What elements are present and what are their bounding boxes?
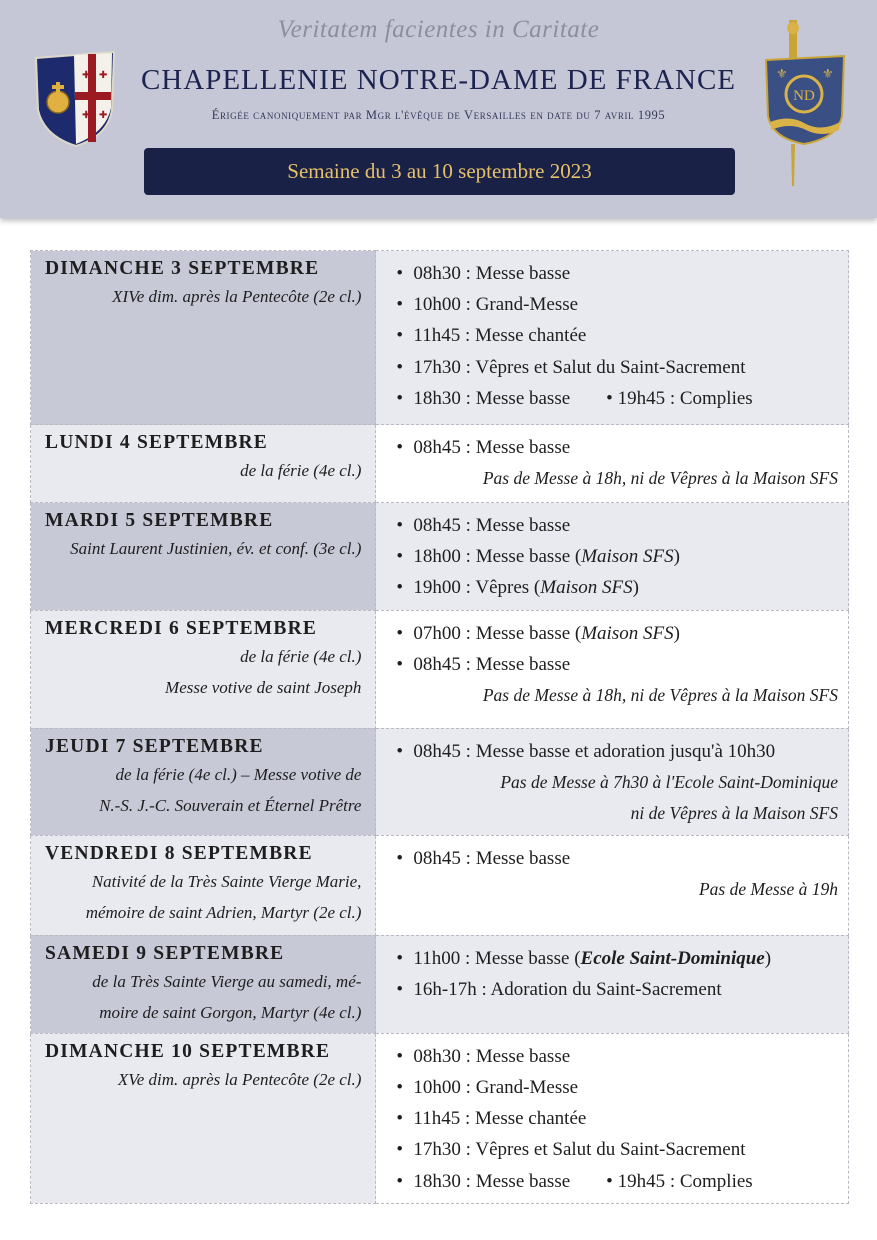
event-time: 17h30 [413, 1139, 461, 1161]
schedule-note: Pas de Messe à 19h [698, 878, 838, 899]
event-time: 08h45 [413, 740, 461, 762]
events-cell [376, 610, 849, 728]
event-label: Grand-Messe [475, 294, 579, 316]
day-name: DIMANCHE 3 SEPTEMBRE [45, 258, 320, 279]
event-list [376, 251, 848, 420]
day-row [31, 610, 849, 728]
event-label: Vêpres et Salut du Saint-Sacrement [475, 1139, 746, 1161]
bullet-icon: • [396, 1076, 404, 1098]
event-time: 08h45 [413, 515, 461, 536]
bullet-icon: • [396, 356, 404, 378]
liturgical-info: de la férie (4e cl.) [240, 646, 362, 666]
event-time: 08h45 [413, 437, 461, 458]
event-label: Messe basse [475, 437, 571, 458]
event-item [396, 510, 838, 541]
bullet-icon: • [606, 1170, 618, 1192]
event-label: Messe chantée [475, 325, 587, 347]
day-row [31, 503, 849, 611]
event-label: Vêpres ( [475, 577, 541, 599]
separator: : [665, 1170, 680, 1192]
separator: : [476, 978, 491, 1000]
day-row [31, 1033, 849, 1203]
event-item [396, 1072, 838, 1103]
event-label: Complies [679, 1170, 753, 1192]
bullet-icon: • [396, 263, 404, 284]
event-label: Messe basse et adoration jusqu'à 10h30 [475, 740, 776, 762]
day-row [31, 425, 849, 503]
svg-text:✚: ✚ [82, 110, 91, 121]
events-cell [376, 503, 849, 611]
bullet-icon: • [396, 1139, 404, 1161]
bullet-icon: • [396, 653, 404, 675]
day-name: DIMANCHE 10 SEPTEMBRE [45, 1040, 331, 1062]
event-time: 18h00 [413, 546, 461, 568]
subtitle: Érigée canoniquement par Mgr l'évêque de Versailles en date du 7 avril 1995 [211, 108, 666, 122]
liturgical-info: XVe dim. après la Pentecôte (2e cl.) [117, 1069, 362, 1089]
svg-text:✚: ✚ [82, 70, 91, 81]
event-time: 08h30 [413, 1045, 461, 1067]
event-item [396, 258, 838, 289]
page-title: CHAPELLENIE NOTRE-DAME DE FRANCE [140, 64, 737, 96]
bullet-icon: • [396, 847, 404, 869]
event-item [396, 618, 838, 649]
separator: : [460, 577, 476, 599]
event-item [396, 1041, 838, 1072]
event-time: 17h30 [413, 356, 461, 378]
separator: : [460, 653, 476, 675]
schedule-note: Pas de Messe à 18h, ni de Vêpres à la Maison SFS [482, 468, 838, 489]
events-cell [376, 935, 849, 1033]
svg-text:✚: ✚ [99, 70, 108, 81]
week-label: Semaine du 3 au 10 septembre 2023 [287, 159, 592, 183]
event-list [376, 729, 848, 835]
separator: : [460, 263, 476, 284]
event-list [376, 503, 848, 610]
separator: : [460, 740, 476, 762]
events-cell [376, 251, 849, 425]
liturgical-info: N.-S. J.-C. Souverain et Éternel Prêtre [99, 795, 362, 815]
bullet-icon: • [396, 387, 404, 409]
separator: : [460, 515, 476, 536]
svg-text:✚: ✚ [99, 110, 108, 121]
bullet-icon: • [396, 622, 404, 644]
liturgical-info: de la férie (4e cl.) [240, 461, 362, 480]
event-label: Messe basse [475, 387, 571, 409]
separator: : [460, 1108, 475, 1130]
svg-text:⚜: ⚜ [822, 67, 834, 82]
day-cell [31, 935, 376, 1033]
separator: : [460, 1170, 476, 1192]
day-cell [31, 1033, 376, 1203]
liturgical-info: Saint Laurent Justinien, év. et conf. (3e cl.) [70, 539, 362, 558]
event-time: 19h45 [617, 387, 666, 409]
day-cell [31, 728, 376, 835]
event-label: Adoration du Saint-Sacrement [490, 978, 722, 1000]
day-name: MERCREDI 6 SEPTEMBRE [45, 617, 318, 639]
event-paren: ) [764, 947, 772, 969]
header [0, 0, 877, 218]
bullet-icon: • [606, 387, 618, 409]
event-time: 11h00 [413, 947, 461, 969]
event-list [376, 836, 848, 911]
motto: Veritatem facientes in Caritate [277, 16, 600, 43]
event-label: Messe basse [475, 1045, 571, 1067]
event-list [376, 1034, 848, 1203]
event-place: Ecole Saint-Dominique [580, 947, 765, 969]
bullet-icon: • [396, 577, 404, 599]
day-row [31, 935, 849, 1033]
event-time: 19h45 [617, 1170, 666, 1192]
liturgical-info: mémoire de saint Adrien, Martyr (2e cl.) [85, 902, 362, 922]
day-row [31, 728, 849, 835]
event-time: 11h45 [413, 1108, 461, 1130]
event-time: 19h00 [413, 577, 461, 599]
event-item [396, 1134, 838, 1165]
separator: : [460, 622, 476, 644]
event-item [396, 383, 838, 414]
events-cell [376, 1033, 849, 1203]
liturgical-info: Messe votive de saint Joseph [165, 677, 362, 697]
event-item [396, 432, 838, 463]
event-item [396, 974, 838, 1005]
bullet-icon: • [396, 294, 404, 316]
event-label: Messe basse [475, 1170, 571, 1192]
svg-text:⚜: ⚜ [776, 67, 788, 82]
events-cell [376, 835, 849, 935]
bullet-icon: • [396, 1045, 404, 1067]
schedule-note: Pas de Messe à 7h30 à l'Ecole Saint-Dominique [500, 771, 838, 792]
events-cell [376, 425, 849, 503]
event-label: Messe basse ( [475, 546, 582, 568]
event-label: Grand-Messe [475, 1076, 579, 1098]
event-paren: ) [632, 577, 639, 599]
event-label: Messe basse ( [475, 622, 582, 644]
event-item [396, 843, 838, 874]
bullet-icon: • [396, 1170, 404, 1192]
event-time: 16h-17h [413, 978, 477, 1000]
notre-dame-emblem-icon [760, 20, 850, 192]
event-label: Messe basse [475, 263, 571, 284]
separator: : [460, 1045, 476, 1067]
separator: : [460, 356, 476, 378]
day-row [31, 251, 849, 425]
bullet-icon: • [396, 947, 404, 969]
event-label: Messe chantée [475, 1108, 587, 1130]
day-name: SAMEDI 9 SEPTEMBRE [45, 942, 285, 964]
event-time: 10h00 [413, 294, 461, 316]
event-place: Maison SFS [581, 622, 674, 644]
event-label: Messe basse [475, 847, 571, 869]
day-cell [31, 503, 376, 611]
separator: : [460, 294, 476, 316]
bullet-icon: • [396, 546, 404, 568]
event-item [396, 572, 838, 603]
week-banner [144, 148, 735, 195]
event-time: 08h45 [413, 653, 461, 675]
event-label: Complies [679, 387, 753, 409]
event-time: 07h00 [413, 622, 461, 644]
separator: : [460, 387, 476, 409]
event-place: Maison SFS [581, 546, 674, 568]
liturgical-info: Nativité de la Très Sainte Vierge Marie, [91, 871, 362, 891]
separator: : [665, 387, 680, 409]
bullet-icon: • [396, 1108, 404, 1130]
event-item [396, 1166, 838, 1197]
liturgical-info: de la Très Sainte Vierge au samedi, mé- [92, 971, 362, 991]
schedule-note: ni de Vêpres à la Maison SFS [630, 802, 838, 823]
event-item [396, 289, 838, 320]
day-cell [31, 251, 376, 425]
separator: : [460, 947, 475, 969]
event-item [396, 736, 838, 767]
event-label: Messe basse ( [475, 947, 581, 969]
separator: : [460, 546, 476, 568]
separator: : [460, 1139, 476, 1161]
bullet-icon: • [396, 437, 404, 458]
liturgical-info: de la férie (4e cl.) – Messe votive de [115, 764, 362, 784]
event-list [376, 611, 848, 717]
event-label: Messe basse [475, 653, 571, 675]
event-time: 08h45 [413, 847, 461, 869]
separator: : [460, 1076, 476, 1098]
event-place: Maison SFS [540, 577, 633, 599]
separator: : [460, 325, 475, 347]
bullet-icon: • [396, 978, 404, 1000]
event-time: 08h30 [413, 263, 461, 284]
day-cell [31, 425, 376, 503]
liturgical-info: moire de saint Gorgon, Martyr (4e cl.) [99, 1002, 362, 1022]
event-time: 10h00 [413, 1076, 461, 1098]
day-cell [31, 610, 376, 728]
bullet-icon: • [396, 325, 404, 347]
weekly-schedule-table [30, 250, 849, 1204]
event-item [396, 943, 838, 974]
day-name: LUNDI 4 SEPTEMBRE [45, 432, 269, 453]
event-paren: ) [673, 622, 680, 644]
event-paren: ) [673, 546, 680, 568]
event-label: Messe basse [475, 515, 571, 536]
separator: : [460, 847, 476, 869]
event-list [376, 936, 848, 1011]
day-name: MARDI 5 SEPTEMBRE [45, 510, 274, 531]
event-item [396, 649, 838, 680]
day-name: VENDREDI 8 SEPTEMBRE [45, 842, 313, 864]
bullet-icon: • [396, 515, 404, 536]
event-time: 18h30 [413, 387, 461, 409]
liturgical-info: XIVe dim. après la Pentecôte (2e cl.) [112, 287, 362, 306]
event-list [376, 425, 848, 500]
day-name: JEUDI 7 SEPTEMBRE [45, 735, 264, 757]
event-item [396, 541, 838, 572]
bullet-icon: • [396, 740, 404, 762]
event-label: Vêpres et Salut du Saint-Sacrement [475, 356, 746, 378]
event-time: 18h30 [413, 1170, 461, 1192]
emblem-monogram: ND [793, 88, 815, 104]
separator: : [460, 437, 476, 458]
day-cell [31, 835, 376, 935]
event-item [396, 352, 838, 383]
event-item [396, 320, 838, 351]
schedule-note: Pas de Messe à 18h, ni de Vêpres à la Maison SFS [482, 684, 838, 705]
events-cell [376, 728, 849, 835]
event-item [396, 1103, 838, 1134]
day-row [31, 835, 849, 935]
event-time: 11h45 [413, 325, 461, 347]
